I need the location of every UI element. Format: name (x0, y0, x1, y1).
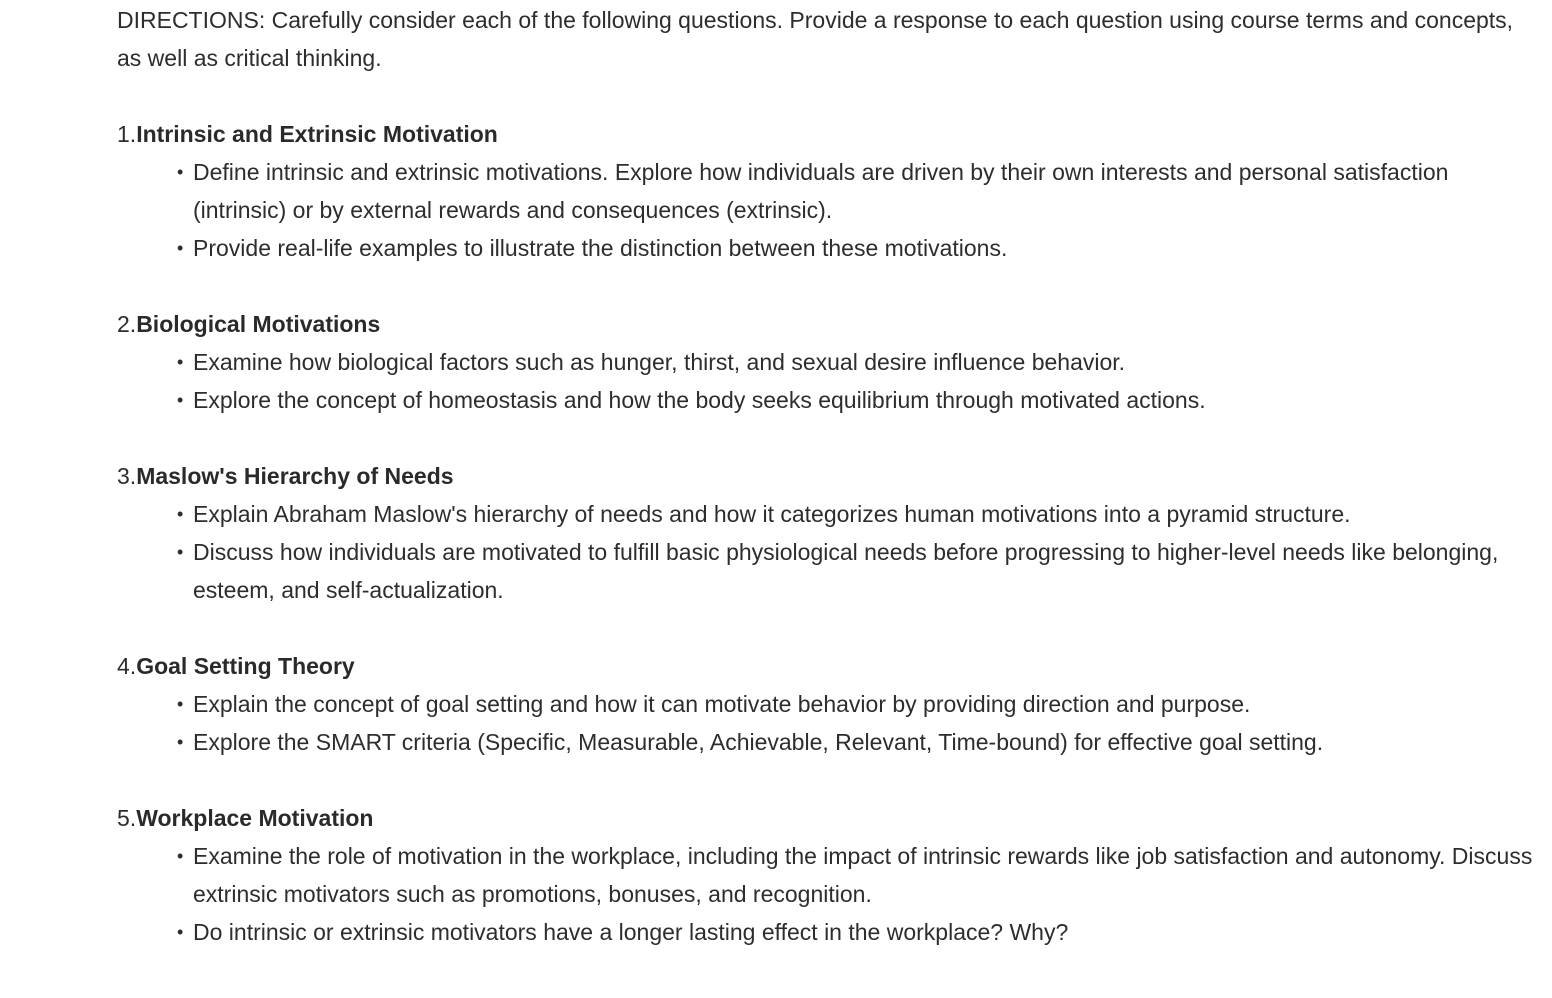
question-title: Biological Motivations (136, 311, 381, 337)
bullet-icon: • (177, 846, 184, 866)
bullet-icon: • (177, 732, 184, 752)
question-section (117, 305, 1537, 419)
bullet-icon: • (177, 542, 184, 562)
list-item (177, 723, 1537, 761)
bullet-icon: • (177, 238, 184, 258)
list-item-text: Explore the concept of homeostasis and how the body seeks equilibrium through motivated actions. (193, 387, 1206, 413)
bullet-icon: • (177, 694, 184, 714)
question-bullet-list (117, 495, 1537, 609)
question-section (117, 457, 1537, 609)
list-item (177, 495, 1537, 533)
question-title: Maslow's Hierarchy of Needs (136, 463, 454, 489)
bullet-icon: • (177, 504, 184, 524)
list-item (177, 685, 1537, 723)
list-item (177, 837, 1537, 913)
bullet-icon: • (177, 922, 184, 942)
list-item (177, 153, 1537, 229)
question-heading (117, 457, 1537, 495)
question-section (117, 799, 1537, 951)
question-number: 5. (117, 805, 137, 831)
question-number: 4. (117, 653, 137, 679)
document-body (117, 1, 1537, 989)
question-heading (117, 115, 1537, 153)
list-item-text: Define intrinsic and extrinsic motivations. Explore how individuals are driven by their own interests and personal satisfaction (intrinsic) or by external rewards and consequences (extrinsic). (193, 159, 1449, 223)
list-item (177, 343, 1537, 381)
list-item-text: Do intrinsic or extrinsic motivators have a longer lasting effect in the workplace? Why? (193, 919, 1069, 945)
list-item (177, 533, 1537, 609)
question-heading (117, 305, 1537, 343)
question-number: 1. (117, 121, 137, 147)
list-item-text: Explain Abraham Maslow's hierarchy of needs and how it categorizes human motivations into a pyramid structure. (193, 501, 1351, 527)
list-item-text: Examine the role of motivation in the workplace, including the impact of intrinsic rewards like job satisfaction and autonomy. Discuss extrinsic motivators such as promotions, bonuses, and recognition. (193, 843, 1533, 907)
question-bullet-list (117, 343, 1537, 419)
list-item (177, 381, 1537, 419)
list-item-text: Explain the concept of goal setting and how it can motivate behavior by providing direction and purpose. (193, 691, 1251, 717)
question-number: 3. (117, 463, 137, 489)
question-bullet-list (117, 153, 1537, 267)
bullet-icon: • (177, 162, 184, 182)
list-item-text: Discuss how individuals are motivated to fulfill basic physiological needs before progressing to higher-level needs like belonging, esteem, and self-actualization. (193, 539, 1499, 603)
directions-text: DIRECTIONS: Carefully consider each of the following questions. Provide a response to each question using course terms and concepts, as well as critical thinking. (117, 7, 1514, 71)
bullet-icon: • (177, 390, 184, 410)
list-item (177, 913, 1537, 951)
question-title: Goal Setting Theory (136, 653, 355, 679)
question-section (117, 647, 1537, 761)
question-heading (117, 799, 1537, 837)
bullet-icon: • (177, 352, 184, 372)
question-heading (117, 647, 1537, 685)
question-bullet-list (117, 685, 1537, 761)
list-item-text: Examine how biological factors such as hunger, thirst, and sexual desire influence behavior. (193, 349, 1126, 375)
question-title: Workplace Motivation (136, 805, 374, 831)
question-number: 2. (117, 311, 137, 337)
list-item-text: Explore the SMART criteria (Specific, Measurable, Achievable, Relevant, Time-bound) for effective goal setting. (193, 729, 1324, 755)
question-section (117, 115, 1537, 267)
list-item-text: Provide real-life examples to illustrate the distinction between these motivations. (193, 235, 1008, 261)
list-item (177, 229, 1537, 267)
question-bullet-list (117, 837, 1537, 951)
question-title: Intrinsic and Extrinsic Motivation (136, 121, 498, 147)
